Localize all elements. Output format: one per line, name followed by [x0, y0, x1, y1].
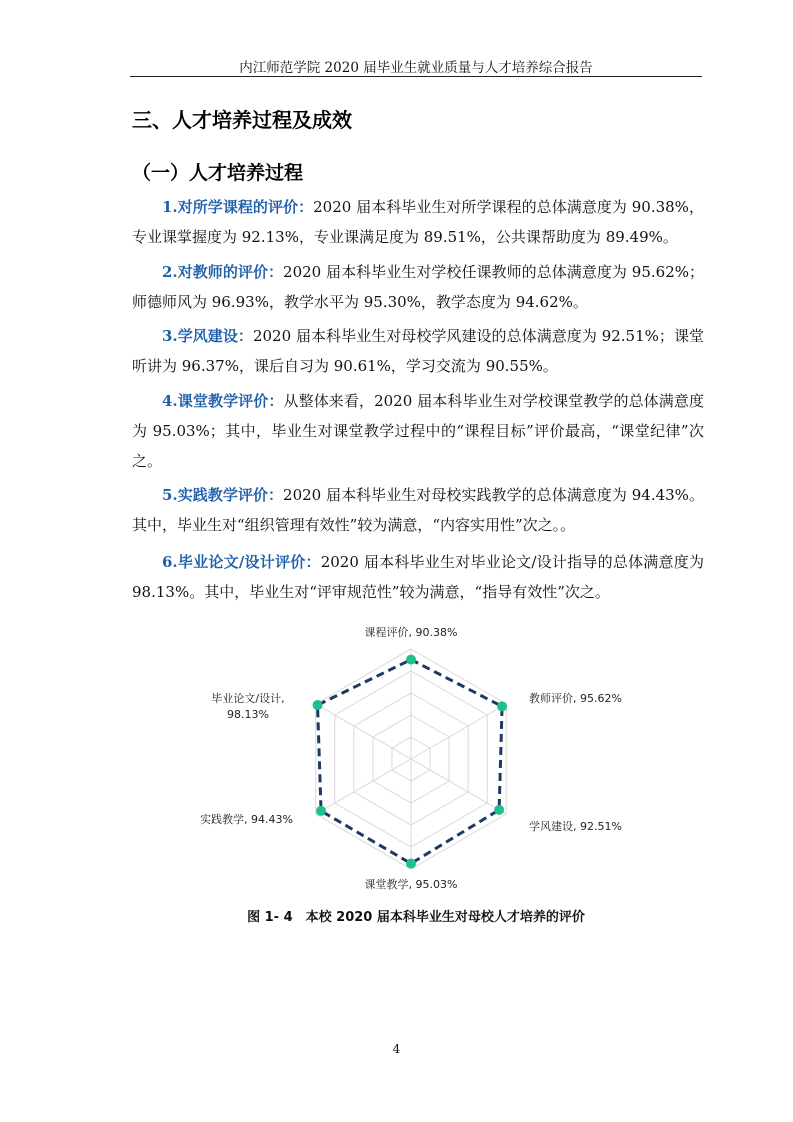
- radar-axis-label: 毕业论文/设计,: [211, 692, 285, 705]
- radar-axis-label: 学风建设, 92.51%: [529, 820, 622, 833]
- radar-data-point: [316, 806, 326, 816]
- figure-caption: 图 1- 4 本校 2020 届本科毕业生对母校人才培养的评价: [247, 910, 585, 925]
- radar-axis-label: 课堂教学, 95.03%: [364, 878, 458, 891]
- radar-data-point: [406, 859, 416, 869]
- radar-axis-label: 课程评价, 90.38%: [364, 626, 458, 639]
- paragraph-keyword: 5.实践教学评价：: [162, 486, 284, 504]
- radar-spoke: [316, 759, 411, 814]
- paragraph-keyword: 2.对教师的评价：: [162, 263, 284, 281]
- radar-data-point: [497, 701, 507, 711]
- paragraph-keyword: 6.毕业论文/设计评价：: [162, 553, 321, 571]
- paragraph-text: 2020 届本科毕业生对所学课程的总体满意度为 90.38%，专业课掌握度为 92.13%，专业课满足度为 89.51%，公共课帮助度为 89.49%。: [132, 198, 704, 246]
- radar-axis-label: 98.13%: [227, 708, 269, 721]
- paragraph-text: 2020 届本科毕业生对母校学风建设的总体满意度为 92.51%；课堂听讲为 96.37%，课后自习为 90.61%，学习交流为 90.55%。: [132, 327, 704, 375]
- radar-chart-svg: [190, 624, 640, 894]
- radar-axis-label: 实践教学, 94.43%: [200, 813, 293, 826]
- paragraph-course-evaluation: [132, 192, 704, 252]
- subsection-title: （一）人才培养过程: [132, 162, 304, 184]
- radar-data-point: [494, 805, 504, 815]
- paragraph-text: 2020 届本科毕业生对毕业论文/设计指导的总体满意度为 98.13%。其中，毕业生对“评审规范性”较为满意，“指导有效性”次之。: [132, 553, 705, 601]
- radar-axis-label: 教师评价, 95.62%: [529, 692, 622, 705]
- paragraph-teacher-evaluation: [132, 257, 704, 317]
- radar-spoke: [411, 704, 506, 759]
- paragraph-keyword: 3.学风建设：: [162, 327, 253, 345]
- radar-data-point: [406, 655, 416, 665]
- page-number: 4: [392, 1042, 401, 1056]
- radar-data-point: [313, 700, 323, 710]
- header-rule: [130, 76, 702, 77]
- paragraph-study-style: [132, 321, 704, 381]
- radar-spoke: [411, 759, 506, 814]
- section-title: 三、人才培养过程及成效: [132, 108, 352, 132]
- paragraph-text: 从整体来看，2020 届本科毕业生对学校课堂教学的总体满意度为 95.03%；其中，毕业生对课堂教学过程中的“课程目标”评价最高，“课堂纪律”次之。: [132, 392, 704, 470]
- paragraph-practice-teaching: [132, 480, 704, 540]
- paragraph-text: 2020 届本科毕业生对母校实践教学的总体满意度为 94.43%。其中，毕业生对“组织管理有效性”较为满意，“内容实用性”次之。。: [132, 486, 704, 534]
- paragraph-classroom-teaching: [132, 386, 704, 476]
- paragraph-keyword: 1.对所学课程的评价：: [162, 198, 314, 216]
- radar-chart: [190, 624, 640, 894]
- paragraph-text: 2020 届本科毕业生对学校任课教师的总体满意度为 95.62%；师德师风为 96.93%，教学水平为 95.30%，教学态度为 94.62%。: [132, 263, 704, 311]
- paragraph-thesis-evaluation: [132, 547, 704, 607]
- paragraph-keyword: 4.课堂教学评价：: [162, 392, 284, 410]
- running-header: 内江师范学院 2020 届毕业生就业质量与人才培养综合报告: [239, 60, 593, 76]
- radar-spoke: [316, 704, 411, 759]
